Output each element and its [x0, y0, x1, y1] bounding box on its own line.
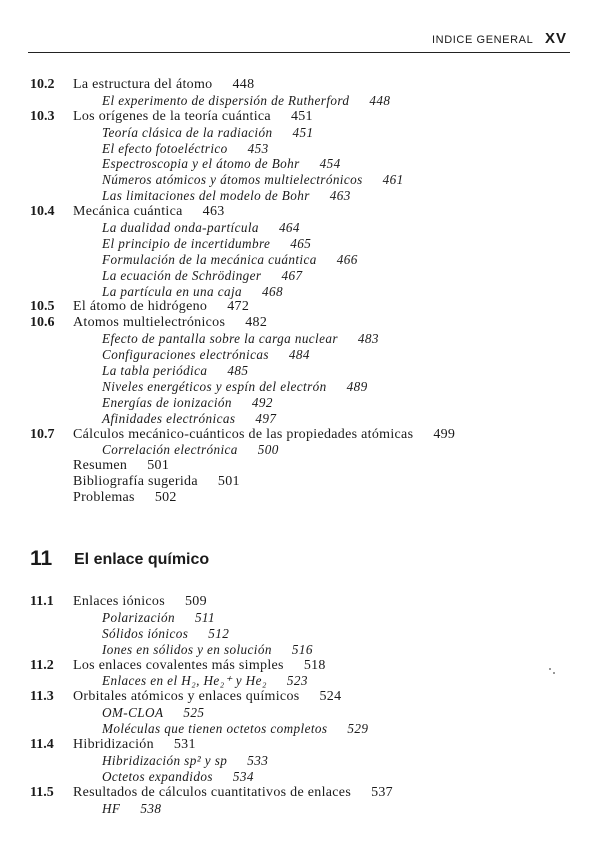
subentry-title [102, 252, 358, 268]
title-text: Octetos expandidos [102, 768, 213, 784]
header-divider [28, 52, 570, 53]
subentry-title [102, 93, 390, 109]
title-text: Los enlaces covalentes más simples [73, 657, 284, 673]
title-text: Efecto de pantalla sobre la carga nuclear [102, 331, 338, 347]
toc-subentry [0, 642, 600, 658]
toc-subentry [0, 347, 600, 363]
title-text: Las limitaciones del modelo de Bohr [102, 188, 310, 204]
page-ref: 468 [262, 283, 283, 299]
chapter-title: El enlace químico [74, 551, 210, 568]
page-ref: 500 [257, 442, 279, 458]
section-number: 11.4 [30, 737, 54, 753]
page-ref: 502 [154, 490, 177, 506]
subentry-title [102, 172, 404, 188]
subentry-title [102, 156, 341, 172]
page-ref: 509 [184, 594, 207, 609]
toc-entry [0, 77, 600, 93]
toc-chapter-11-entries [0, 594, 600, 816]
section-number: 10.6 [30, 315, 55, 331]
title-text: Los orígenes de la teoría cuántica [73, 108, 271, 124]
toc-subentry [0, 220, 600, 236]
toc-entry [0, 594, 600, 610]
title-text: Bibliografía sugerida [73, 474, 198, 490]
subentry-title [102, 347, 310, 363]
subentry-title [102, 331, 379, 347]
page-ref: 501 [217, 474, 240, 490]
entry-title [73, 658, 326, 674]
page-ref: 466 [336, 251, 358, 267]
subentry-title [102, 395, 273, 411]
page-ref: 499 [433, 426, 456, 442]
page-ref: 463 [202, 204, 225, 220]
entry-title [73, 785, 393, 801]
page-ref: 489 [346, 378, 368, 394]
subentry-title [102, 236, 311, 252]
toc-subentry [0, 769, 600, 785]
entry-title [73, 689, 341, 705]
page-ref: 448 [232, 77, 255, 92]
title-text: Cálculos mecánico-cuánticos de las propiedades atómicas [73, 426, 414, 442]
toc-subentry [0, 395, 600, 411]
title-text: Teoría clásica de la radiación [102, 124, 273, 140]
entry-title [73, 299, 249, 315]
section-number: 11.5 [30, 784, 54, 800]
subentry-title [102, 363, 248, 379]
title-text: Resultados de cálculos cuantitativos de enlaces [73, 784, 352, 800]
title-text: Orbitales atómicos y enlaces químicos [73, 689, 300, 705]
entry-title [73, 490, 177, 506]
section-number: 10.7 [30, 426, 55, 442]
entry-title [73, 737, 196, 753]
page-ref: 533 [247, 752, 269, 768]
entry-title [73, 458, 169, 474]
subentry-title [102, 801, 161, 817]
page-ref: 461 [382, 172, 404, 188]
toc-subentry [0, 379, 600, 395]
page-ref: 497 [255, 410, 277, 426]
page-ref: 512 [208, 625, 230, 641]
title-text: La partícula en una caja [102, 283, 243, 299]
title-text: OM-CLOA [102, 705, 164, 721]
print-speck [549, 668, 555, 674]
title-text: Números atómicos y átomos multielectrónicos [102, 172, 363, 188]
title-text: Mecánica cuántica [73, 204, 183, 220]
subentry-title [102, 188, 351, 204]
title-text: Hibridización [73, 737, 154, 753]
title-text: El efecto fotoeléctrico [102, 140, 228, 156]
entry-title [73, 594, 207, 610]
page-ref: 453 [247, 140, 269, 156]
toc-subentry [0, 188, 600, 204]
title-text: El experimento de dispersión de Rutherford [102, 92, 350, 108]
subentry-title [102, 673, 308, 689]
subentry-title [102, 125, 313, 141]
toc-entry [0, 204, 600, 220]
entry-title [73, 77, 254, 93]
section-number: 10.4 [30, 204, 55, 220]
title-text: Correlación electrónica [102, 442, 238, 458]
page-ref: 482 [245, 315, 268, 331]
title-text: Polarización [102, 609, 175, 625]
subentry-title [102, 610, 215, 626]
toc-subentry [0, 411, 600, 427]
toc-entry [0, 427, 600, 443]
toc-entry [0, 299, 600, 315]
title-text: Configuraciones electrónicas [102, 347, 269, 363]
title-text: Formulación de la mecánica cuántica [102, 251, 317, 267]
page-header [0, 0, 600, 60]
page-ref: 454 [319, 156, 341, 172]
title-text: HF [102, 800, 121, 816]
subentry-title [102, 411, 276, 427]
toc-entry [0, 458, 600, 474]
title-text: Afinidades electrónicas [102, 410, 236, 426]
section-number: 10.5 [30, 299, 55, 315]
toc-subentry [0, 721, 600, 737]
toc-subentry [0, 363, 600, 379]
title-text: La tabla periódica [102, 363, 208, 379]
subentry-title [102, 642, 313, 658]
subentry-title [102, 268, 302, 284]
title-text: La dualidad onda-partícula [102, 220, 259, 236]
page-ref: 518 [303, 657, 326, 673]
page-ref: 484 [288, 347, 310, 363]
page-ref: 529 [347, 721, 369, 737]
page-ref: 463 [329, 188, 351, 204]
page-ref: 531 [173, 737, 196, 753]
toc-subentry [0, 753, 600, 769]
toc-entry [0, 315, 600, 331]
toc-entry [0, 474, 600, 490]
toc-subentry [0, 125, 600, 141]
page-ref: 464 [278, 220, 300, 236]
toc-entry [0, 490, 600, 506]
toc-entry [0, 737, 600, 753]
page-ref: 451 [290, 108, 313, 124]
entry-title [73, 427, 455, 443]
title-text: Hibridización sp² y sp [102, 752, 228, 768]
title-text: La ecuación de Schrödinger [102, 267, 262, 283]
section-number: 11.1 [30, 594, 54, 609]
title-text: El principio de incertidumbre [102, 235, 271, 251]
subentry-title [102, 141, 269, 157]
toc-subentry [0, 236, 600, 252]
toc-subentry [0, 284, 600, 300]
running-title: INDICE GENERAL [432, 34, 534, 46]
page-ref: 451 [292, 124, 314, 140]
toc-subentry [0, 141, 600, 157]
subentry-title [102, 220, 300, 236]
toc-entry [0, 658, 600, 674]
page-ref: 448 [369, 92, 391, 108]
title-text: Sólidos iónicos [102, 625, 189, 641]
section-number: 10.3 [30, 108, 55, 124]
subentry-title [102, 379, 368, 395]
title-text: Iones en sólidos y en solución [102, 641, 272, 657]
subentry-title [102, 705, 204, 721]
section-number: 10.2 [30, 77, 55, 92]
page-ref: 525 [183, 705, 205, 721]
page-ref: 467 [281, 267, 303, 283]
title-text: El átomo de hidrógeno [73, 299, 208, 315]
toc-subentry [0, 801, 600, 817]
toc-subentry [0, 442, 600, 458]
title-text: Enlaces en el H₂, He₂⁺ y He₂ [102, 673, 267, 689]
page-ref: 538 [140, 800, 162, 816]
entry-title [73, 109, 313, 125]
page-ref: 472 [227, 299, 250, 315]
page-ref: 511 [194, 609, 215, 625]
toc-subentry [0, 673, 600, 689]
title-text: Resumen [73, 458, 128, 474]
toc-subentry [0, 252, 600, 268]
toc-subentry [0, 331, 600, 347]
entry-title [73, 204, 225, 220]
title-text: Espectroscopia y el átomo de Bohr [102, 156, 300, 172]
title-text: Energías de ionización [102, 394, 232, 410]
title-text: Enlaces iónicos [73, 594, 165, 609]
title-text: Niveles energéticos y espín del electrón [102, 378, 327, 394]
toc-subentry [0, 268, 600, 284]
toc-entry [0, 689, 600, 705]
page-ref: 524 [319, 689, 342, 705]
chapter-number: 11 [30, 547, 53, 570]
subentry-title [102, 721, 368, 737]
title-text: Problemas [73, 490, 135, 506]
toc-entry [0, 785, 600, 801]
toc-chapter-10-entries [0, 77, 600, 506]
page-ref: 523 [286, 673, 308, 689]
page-ref: 516 [291, 641, 313, 657]
page-ref: 465 [290, 235, 312, 251]
subentry-title [102, 753, 268, 769]
page-ref: 492 [251, 394, 273, 410]
section-number: 11.2 [30, 657, 54, 673]
entry-title [73, 315, 267, 331]
page-ref: 485 [227, 363, 249, 379]
subentry-title [102, 442, 279, 458]
page-ref: 534 [232, 768, 254, 784]
toc-entry [0, 109, 600, 125]
page-ref: 537 [371, 784, 393, 800]
page-ref: 501 [147, 458, 170, 474]
toc-subentry [0, 705, 600, 721]
toc-subentry [0, 172, 600, 188]
title-text: Moléculas que tienen octetos completos [102, 721, 328, 737]
page-ref: 483 [357, 331, 379, 347]
section-number: 11.3 [30, 689, 54, 705]
subentry-title [102, 769, 254, 785]
page-number: XV [545, 30, 568, 47]
title-text: La estructura del átomo [73, 77, 213, 92]
subentry-title [102, 626, 229, 642]
toc-subentry [0, 626, 600, 642]
toc-subentry [0, 610, 600, 626]
entry-title [73, 474, 240, 490]
subentry-title [102, 284, 283, 300]
title-text: Atomos multielectrónicos [73, 315, 226, 331]
toc-subentry [0, 93, 600, 109]
toc-subentry [0, 156, 600, 172]
